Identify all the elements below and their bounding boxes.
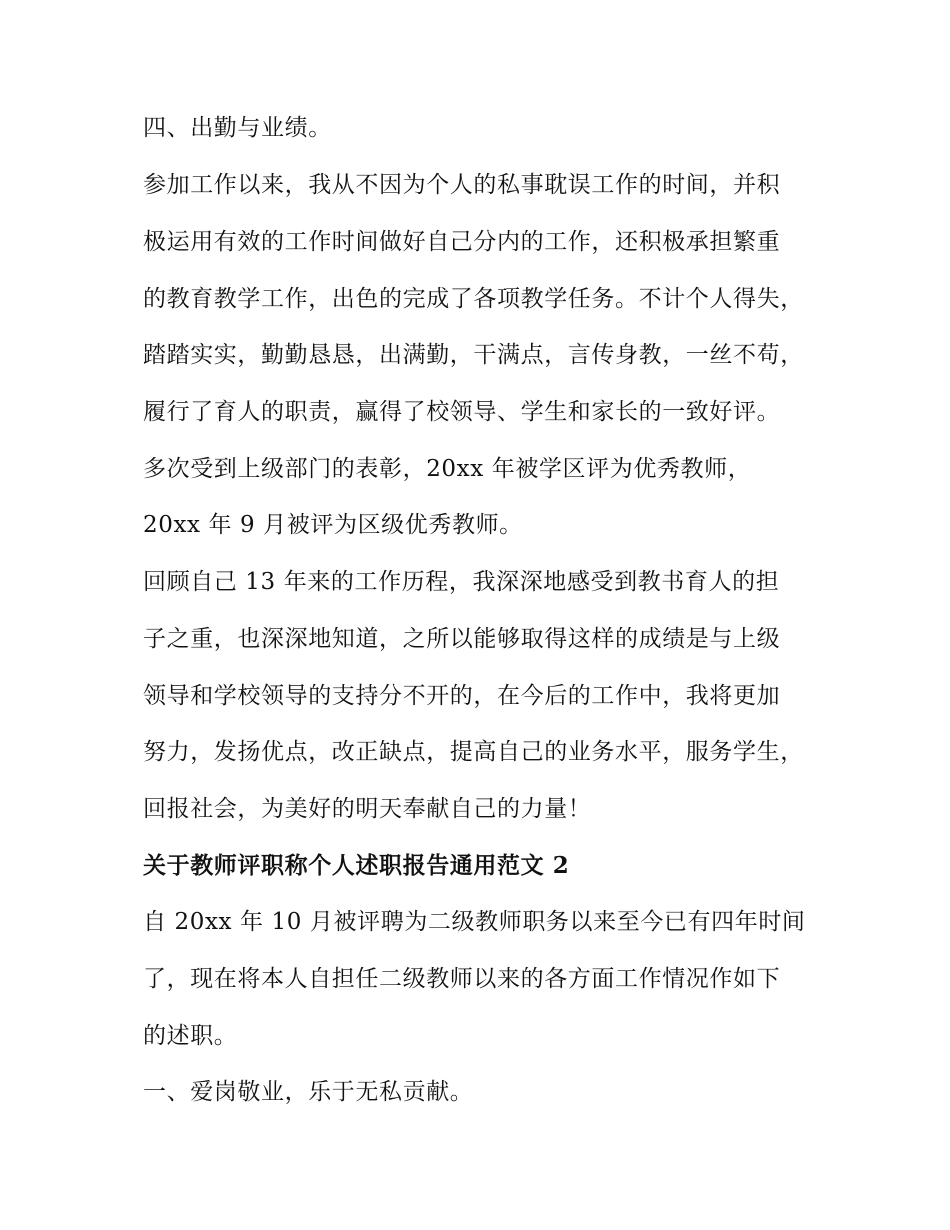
paragraph-line: 20xx 年 9 月被评为区级优秀教师。 xyxy=(143,512,523,538)
paragraph-line: 多次受到上级部门的表彰，20xx 年被学区评为优秀教师， xyxy=(143,456,752,482)
paragraph-line: 回顾自己 13 年来的工作历程，我深深地感受到教书育人的担 xyxy=(143,569,780,595)
paragraph-line: 的教育教学工作，出色的完成了各项教学任务。不计个人得失， xyxy=(143,286,804,312)
article-title: 关于教师评职称个人述职报告通用范文 2 xyxy=(143,852,570,879)
paragraph-line: 自 20xx 年 10 月被评聘为二级教师职务以来至今已有四年时间 xyxy=(143,909,806,935)
paragraph-line: 极运用有效的工作时间做好自己分内的工作，还积极承担繁重 xyxy=(143,229,781,255)
paragraph-line: 回报社会，为美好的明天奉献自己的力量！ xyxy=(143,796,592,822)
paragraph-line: 努力，发扬优点，改正缺点，提高自己的业务水平，服务学生， xyxy=(143,739,804,765)
paragraph-line: 了，现在将本人自担任二级教师以来的各方面工作情况作如下 xyxy=(143,966,781,992)
paragraph-line: 履行了育人的职责，赢得了校领导、学生和家长的一致好评。 xyxy=(143,399,781,425)
section-heading-attendance: 四、出勤与业绩。 xyxy=(143,115,332,141)
paragraph-line: 的述职。 xyxy=(143,1023,238,1049)
paragraph-line: 踏踏实实，勤勤恳恳，出满勤，干满点，言传身教，一丝不苟， xyxy=(143,342,804,368)
paragraph-line: 参加工作以来，我从不因为个人的私事耽误工作的时间，并积 xyxy=(143,172,781,198)
paragraph-line: 子之重，也深深地知道，之所以能够取得这样的成绩是与上级 xyxy=(143,626,781,652)
section-heading-dedication: 一、爱岗敬业，乐于无私贡献。 xyxy=(143,1079,474,1105)
paragraph-line: 领导和学校领导的支持分不开的，在今后的工作中，我将更加 xyxy=(143,683,781,709)
